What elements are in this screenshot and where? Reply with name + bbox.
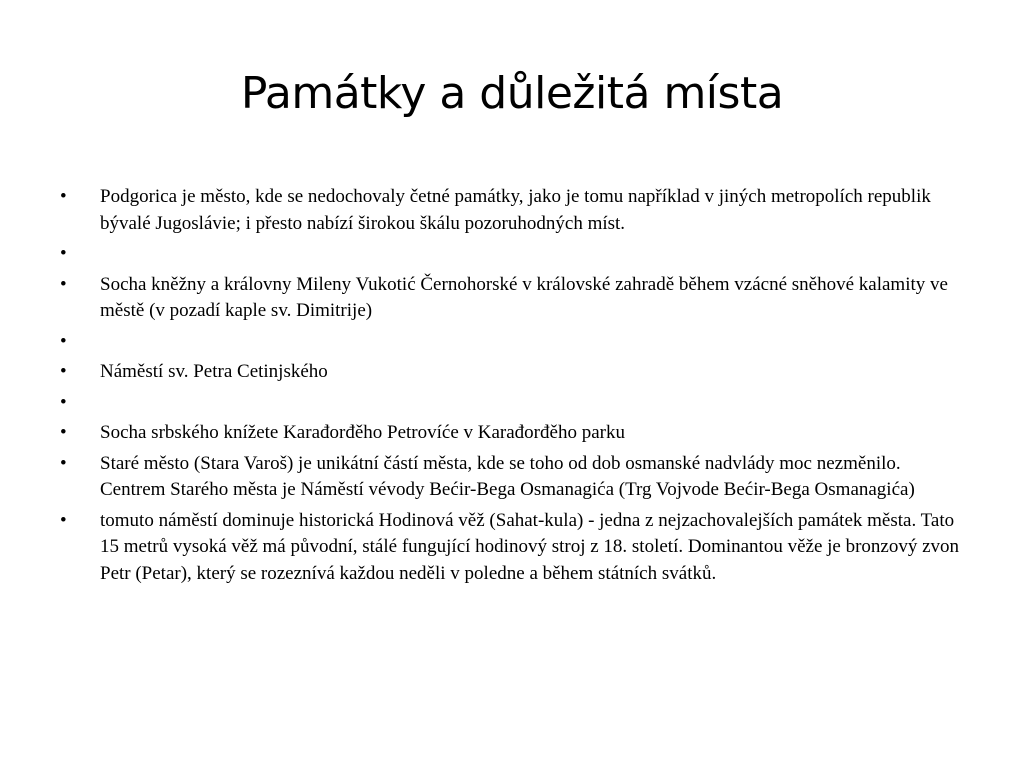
list-item [60,184,965,237]
bullet-icon: • [60,361,67,382]
list-item [60,451,965,504]
bullet-icon: • [60,391,67,413]
list-item [60,329,965,356]
list-item-text: Socha kněžny a královny Mileny Vukotić Černohorské v královské zahradě během vzácné sněhové kalamity ve městě (v pozadí kaple sv. Dimitrije) [100,273,948,321]
bullet-icon: • [60,186,67,207]
list-item-text: Náměstí sv. Petra Cetinjského [100,361,328,382]
list-item [60,508,965,588]
list-item [60,420,965,447]
list-item [60,272,965,325]
list-item [60,241,965,268]
bullet-list [60,184,965,591]
bullet-icon: • [60,422,67,443]
list-item-text: Podgorica je město, kde se nedochovaly četné památky, jako je tomu například v jiných metropolích republik bývalé Jugoslávie; i přesto nabízí širokou škálu pozoruhodných míst. [100,186,931,234]
bullet-icon: • [60,509,67,531]
bullet-icon: • [60,452,67,474]
list-item-text: Socha srbského knížete Karađorđěho Petrovíće v Karađorđěho parku [100,422,625,443]
list-item [60,359,965,386]
bullet-icon: • [60,273,67,295]
slide-title: Památky a důležitá místa [240,68,784,119]
bullet-icon: • [60,330,67,352]
bullet-icon: • [60,243,67,264]
list-item-text: tomuto náměstí dominuje historická Hodinová věž (Sahat-kula) - jedna z nejzachovalejších památek města. Tato 15 metrů vysoká věž má původní, stálé fungující hodinový stroj z 18. století. Dominantou věže je bronzový zvon Petr (Petar), který se rozeznívá každou neděli v poledne a během státních svátků. [100,509,960,584]
list-item [60,390,965,417]
list-item-text: Staré město (Stara Varoš) je unikátní částí města, kde se toho od dob osmanské nadvlády moc nezměnilo. Centrem Starého města je Náměstí vévody Bećir-Bega Osmanagića (Trg Vojvode Bećir-Bega Osmanagića) [100,452,915,500]
